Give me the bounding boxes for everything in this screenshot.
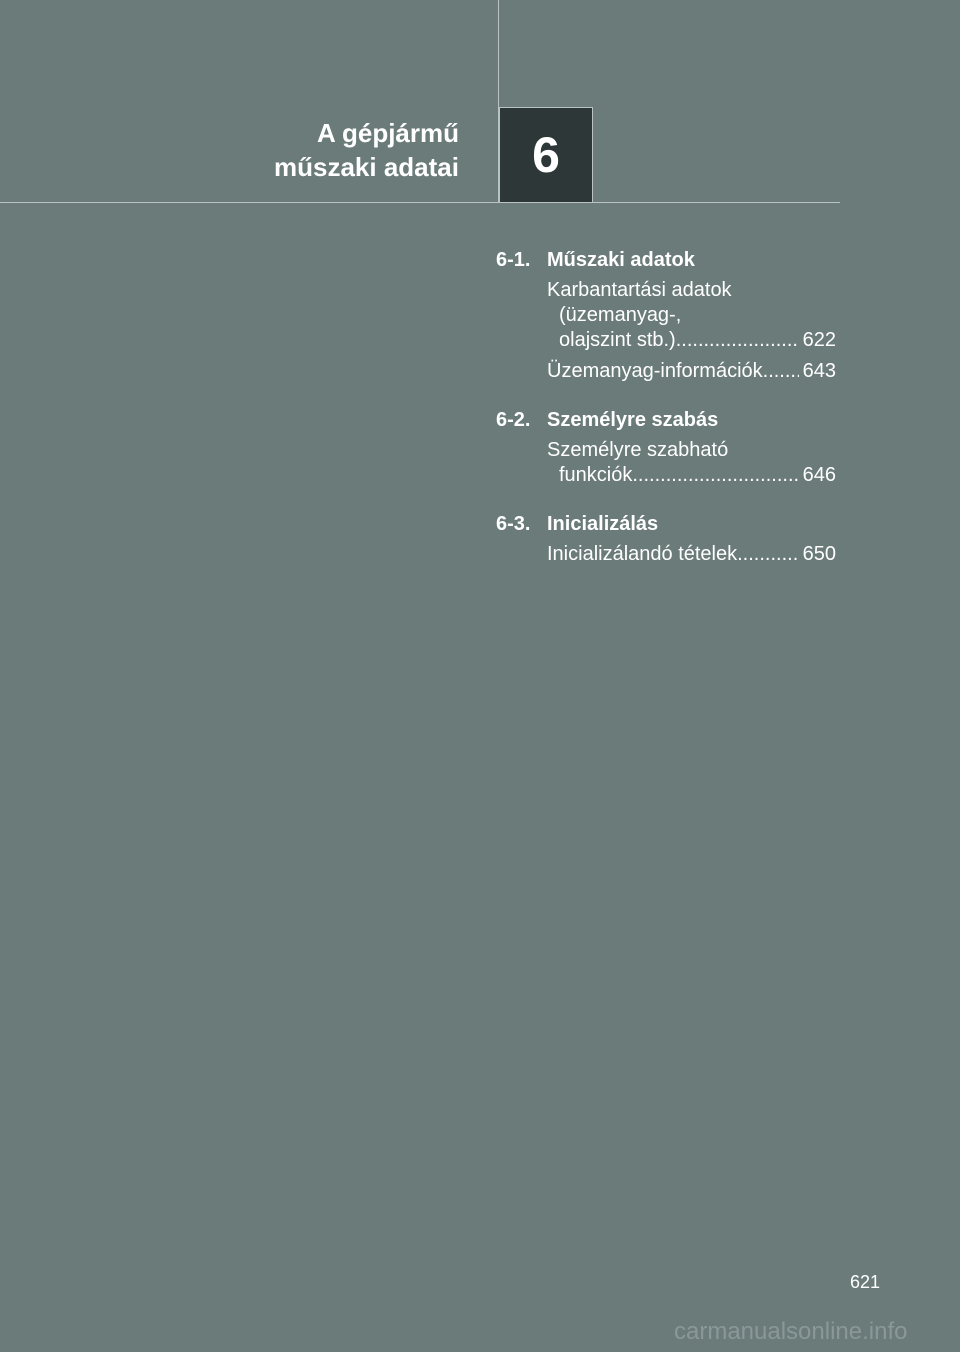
section-title: Műszaki adatok	[547, 249, 695, 271]
entry-text-line: funkciók	[559, 464, 633, 486]
section-title: Inicializálás	[547, 513, 659, 535]
entry-page-number: 646	[802, 464, 836, 486]
chapter-title-line-2: műszaki adatai	[274, 152, 459, 182]
chapter-number: 6	[532, 127, 560, 183]
dot-leader	[737, 542, 799, 567]
toc-entry-uzemanyag-informaciok[interactable]	[547, 359, 836, 384]
toc-section-6-2	[496, 406, 836, 488]
section-number: 6-3.	[496, 513, 531, 535]
entry-page-number: 622	[802, 329, 836, 351]
entry-page-number: 643	[802, 360, 836, 382]
toc-entry-karbantartasi-adatok[interactable]	[547, 278, 836, 353]
section-heading[interactable]	[496, 406, 836, 434]
section-title: Személyre szabás	[547, 409, 719, 431]
entry-text-line: olajszint stb.)	[559, 329, 676, 351]
table-of-contents	[496, 246, 836, 589]
entry-text-line: Inicializálandó tételek	[547, 543, 738, 565]
entry-text-line: Üzemanyag-információk	[547, 360, 763, 382]
dot-leader	[676, 328, 799, 353]
entry-text-line: Karbantartási adatok	[547, 279, 732, 301]
toc-entry-inicializalando-tetelek[interactable]	[547, 542, 836, 567]
toc-entry-szemelyre-szabhato-funkciok[interactable]	[547, 438, 836, 488]
watermark: carmanualsonline.info	[674, 1318, 908, 1345]
chapter-title-line-1: A gépjármű	[316, 118, 459, 148]
section-heading[interactable]	[496, 246, 836, 274]
dot-leader	[632, 463, 798, 488]
section-number: 6-1.	[496, 249, 531, 271]
entry-text-line: (üzemanyag-,	[559, 304, 682, 326]
section-number: 6-2.	[496, 409, 531, 431]
page-number: 621	[850, 1272, 881, 1292]
section-heading[interactable]	[496, 510, 836, 538]
entry-text-line: Személyre szabható	[547, 439, 729, 461]
chapter-number-box	[499, 107, 593, 202]
chapter-title	[274, 116, 459, 184]
toc-section-6-1	[496, 246, 836, 384]
header-horizontal-rule	[0, 202, 840, 203]
dot-leader	[763, 359, 799, 384]
toc-section-6-3	[496, 510, 836, 567]
entry-page-number: 650	[802, 543, 836, 565]
